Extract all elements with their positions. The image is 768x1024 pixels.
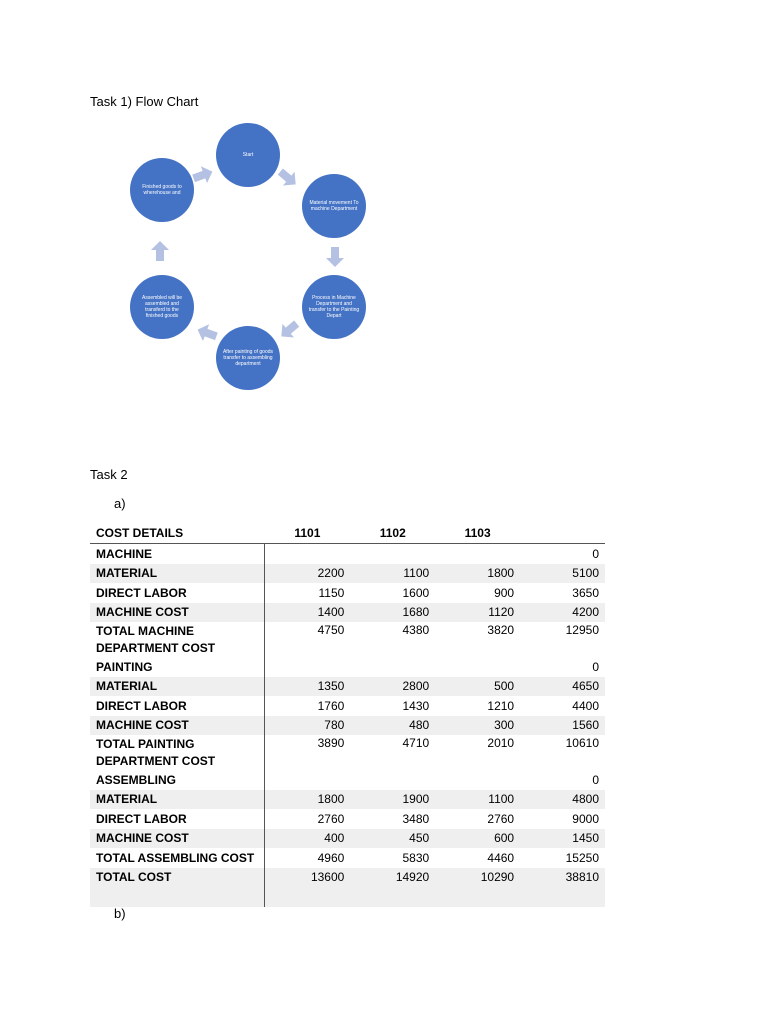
row-label: DIRECT LABOR <box>90 696 265 716</box>
header-1102: 1102 <box>350 522 435 544</box>
cell-1101 <box>265 770 351 790</box>
cell-1101: 13600 <box>265 868 351 888</box>
cell-1103: 3820 <box>487 623 515 637</box>
flow-arrow-6 <box>191 163 215 187</box>
cell-1101: 1400 <box>265 603 351 623</box>
cell-1102: 1600 <box>402 585 430 600</box>
flow-node-finished-goods: Finished goods to wherehouse and <box>130 158 194 222</box>
task2-part-b: b) <box>114 906 126 921</box>
cell-1102: 5830 <box>402 850 430 865</box>
cell-total: 0 <box>592 546 599 561</box>
cell-1102 <box>350 544 435 564</box>
row-label: TOTAL COST <box>90 868 265 888</box>
table-row <box>90 622 605 657</box>
cell-1103: 10290 <box>435 868 520 888</box>
cell-1103: 1120 <box>435 603 520 623</box>
table-row <box>90 887 605 907</box>
cell-total: 4200 <box>520 603 605 623</box>
header-1101: 1101 <box>265 522 351 544</box>
cell-1103 <box>435 887 520 907</box>
row-label <box>90 887 265 907</box>
row-label: MACHINE COST <box>90 829 265 849</box>
header-1103: 1103 <box>435 522 520 544</box>
row-label: MATERIAL <box>90 790 265 810</box>
cell-1101: 400 <box>265 829 351 849</box>
cell-1102: 3480 <box>402 811 430 826</box>
header-cost-details: COST DETAILS <box>90 522 265 544</box>
cell-total: 4800 <box>520 790 605 810</box>
cell-1103 <box>435 544 520 564</box>
row-label: MATERIAL <box>90 677 265 697</box>
row-label: TOTAL ASSEMBLING COST <box>90 848 265 868</box>
table-row <box>90 848 605 868</box>
cell-1101: 2760 <box>317 811 345 826</box>
cell-total <box>520 887 605 907</box>
task2-heading: Task 2 <box>90 467 128 482</box>
task1-heading: Task 1) Flow Chart <box>90 94 199 109</box>
cell-1103: 1800 <box>435 564 520 584</box>
cell-total: 15250 <box>565 850 599 865</box>
table-row <box>90 790 605 810</box>
cell-1101 <box>265 657 351 677</box>
cell-1102: 1680 <box>350 603 435 623</box>
cell-1102: 4710 <box>402 736 430 750</box>
header-total <box>520 522 605 544</box>
table-row <box>90 657 605 677</box>
cell-total: 9000 <box>572 811 599 826</box>
flow-arrow-5 <box>148 239 172 263</box>
table-row <box>90 564 605 584</box>
flow-node-machine-process: Process in Machine Department and transfer to the Painting Depart <box>302 275 366 339</box>
cell-1101: 1350 <box>265 677 351 697</box>
table-row <box>90 809 605 829</box>
table-row <box>90 677 605 697</box>
row-label: TOTAL PAINTING DEPARTMENT COST <box>90 735 265 770</box>
cell-1103: 300 <box>435 716 520 736</box>
flow-arrow-3 <box>277 318 301 342</box>
cell-1101: 4960 <box>317 850 345 865</box>
row-label: TOTAL MACHINE DEPARTMENT COST <box>90 622 265 657</box>
cell-1103: 2760 <box>487 811 515 826</box>
cell-1102: 4380 <box>402 623 430 637</box>
cell-total: 0 <box>592 659 599 674</box>
flow-node-assembling: Assembled will be assembled and transferd to the finished goods <box>130 275 194 339</box>
row-label: MACHINE <box>90 544 265 564</box>
cell-1102: 1100 <box>350 564 435 584</box>
cell-1101 <box>265 544 351 564</box>
cell-1103: 900 <box>494 585 515 600</box>
row-label: ASSEMBLING <box>90 770 265 790</box>
cell-1102: 480 <box>350 716 435 736</box>
cell-1103 <box>435 770 520 790</box>
table-row <box>90 868 605 888</box>
cell-total: 4650 <box>520 677 605 697</box>
cell-1101: 1800 <box>265 790 351 810</box>
cell-1103: 4460 <box>487 850 515 865</box>
cell-1102: 1900 <box>350 790 435 810</box>
cell-1102: 14920 <box>350 868 435 888</box>
cost-table <box>90 522 605 907</box>
cell-1101: 2200 <box>265 564 351 584</box>
cell-total: 10610 <box>565 736 599 750</box>
flow-node-painting: After painting of goods transfer to assembling department <box>216 326 280 390</box>
cell-total: 38810 <box>520 868 605 888</box>
table-header-row <box>90 522 605 544</box>
cell-total: 5100 <box>520 564 605 584</box>
cell-total: 3650 <box>572 585 599 600</box>
cell-1101: 1150 <box>318 585 345 600</box>
flow-arrow-1 <box>276 166 300 190</box>
cell-total: 12950 <box>565 623 599 637</box>
cell-1102 <box>350 657 435 677</box>
cell-total: 4400 <box>572 698 599 713</box>
cell-1101: 3890 <box>317 736 345 750</box>
table-row <box>90 603 605 623</box>
flow-arrow-4 <box>195 321 219 345</box>
cell-1103: 1100 <box>435 790 520 810</box>
cell-1102 <box>350 887 435 907</box>
cell-1102: 450 <box>350 829 435 849</box>
table-row <box>90 716 605 736</box>
cell-1101: 780 <box>265 716 351 736</box>
cell-1102 <box>350 770 435 790</box>
row-label: DIRECT LABOR <box>90 583 265 603</box>
table-row <box>90 544 605 564</box>
table-row <box>90 829 605 849</box>
cell-1103: 500 <box>435 677 520 697</box>
cell-total: 1450 <box>520 829 605 849</box>
flow-node-material-movement: Material movement To machine Department <box>302 174 366 238</box>
flow-arrow-2 <box>323 245 347 269</box>
cell-1103: 2010 <box>487 736 515 750</box>
table-row <box>90 735 605 770</box>
task2-part-a: a) <box>114 496 126 511</box>
cell-1103: 1210 <box>487 698 515 713</box>
flow-node-start: Start <box>216 123 280 187</box>
row-label: MACHINE COST <box>90 603 265 623</box>
row-label: DIRECT LABOR <box>90 809 265 829</box>
row-label: MACHINE COST <box>90 716 265 736</box>
table-row <box>90 770 605 790</box>
cell-1101: 4750 <box>317 623 345 637</box>
cell-1103: 600 <box>435 829 520 849</box>
cell-1101 <box>265 887 351 907</box>
table-row <box>90 696 605 716</box>
cell-1103 <box>435 657 520 677</box>
cell-total: 0 <box>592 772 599 787</box>
row-label: PAINTING <box>90 657 265 677</box>
cell-1102: 2800 <box>350 677 435 697</box>
row-label: MATERIAL <box>90 564 265 584</box>
table-row <box>90 583 605 603</box>
cell-1102: 1430 <box>402 698 430 713</box>
cell-total: 1560 <box>520 716 605 736</box>
cell-1101: 1760 <box>317 698 345 713</box>
flow-chart <box>120 118 380 398</box>
